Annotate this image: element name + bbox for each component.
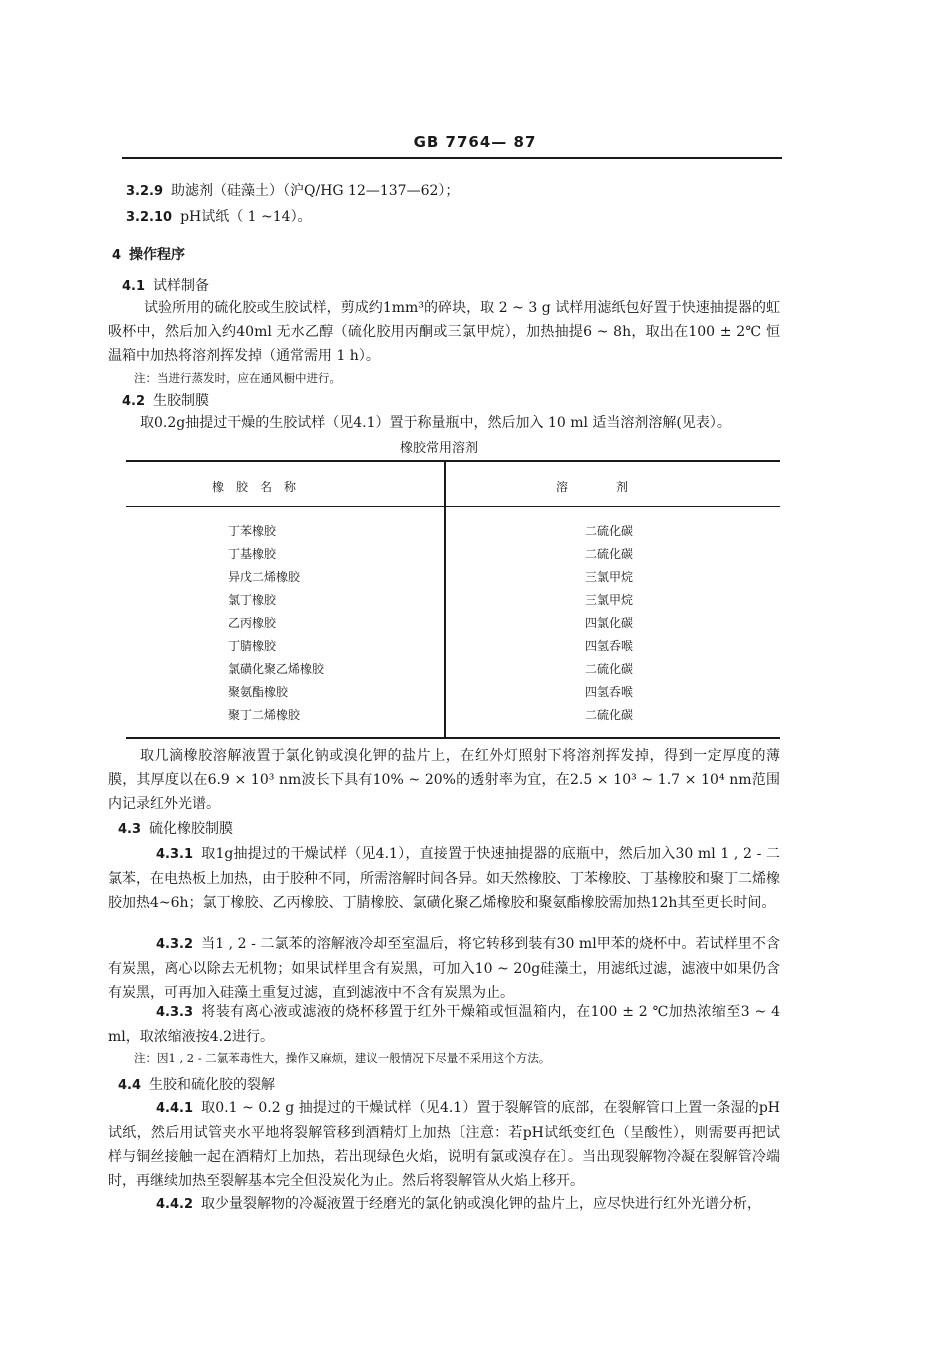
paragraph-text: 取0.1 ~ 0.2 g 抽提过的干燥试样（见4.1）置于裂解管的底部，在裂解管口上置一条湿的pH试纸，然后用试管夹水平地将裂解管移到酒精灯上加热〔注意：若pH试纸变红色（呈酸性），则需要再把试样与铜丝接触一起在酒精灯上加热，若出现绿色火焰，说明有氯或溴存在〕。当出现裂解物冷凝在裂解管冷端时，再继续加热至裂解基本完全但没炭化为止。然后将裂解管从火焰上移开。 (108, 1100, 780, 1189)
table-cell-solvent: 三氯甲烷 (585, 593, 634, 607)
table-cell-rubber-name: 异戊二烯橡胶 (228, 570, 301, 584)
section-number: 4.3.3 (156, 1005, 194, 1020)
section-title: 生胶和硫化胶的裂解 (149, 1077, 276, 1093)
section-4-3-note: 注：因1 , 2 - 二氯苯毒性大，操作又麻烦，建议一般情况下尽量不采用这个方法。 (134, 1051, 551, 1065)
section-4-3-heading (118, 818, 233, 838)
header-rule (122, 157, 782, 159)
table-header-name: 橡 胶 名 称 (212, 480, 297, 494)
paragraph-text: 将装有离心液或滤液的烧杯移置于红外干燥箱或恒温箱内，在100 ± 2 ℃加热浓缩至3 ~ 4 ml，取浓缩液按4.2进行。 (108, 1004, 780, 1045)
table-cell-rubber-name: 丁苯橡胶 (228, 524, 277, 538)
section-4-1-note: 注：当进行蒸发时，应在通风橱中进行。 (134, 371, 341, 385)
paragraph-text: 取少量裂解物的冷凝液置于经磨光的氯化钠或溴化钾的盐片上，应尽快进行红外光谱分析， (201, 1196, 762, 1212)
table-cell-solvent: 三氯甲烷 (585, 570, 634, 584)
section-4-4-2-paragraph (108, 1192, 780, 1217)
section-4-1-paragraph: 试验所用的硫化胶或生胶试样，剪成约1mm³的碎块，取 2 ~ 3 g 试样用滤纸包好置于快速抽提器的虹吸杯中，然后加入约40ml 无水乙醇（硫化胶用丙酮或三氯甲烷），加热抽提6 ~ 8h，取出在100 ± 2℃ 恒温箱中加热将溶剂挥发掉（通常需用 1 h）。 (108, 300, 780, 364)
section-number: 4.1 (122, 279, 146, 294)
section-number: 4.3 (118, 822, 142, 837)
section-4-2-heading (122, 390, 209, 410)
section-4-1-heading (122, 275, 209, 295)
table-cell-rubber-name: 氯丁橡胶 (228, 593, 277, 607)
table-cell-solvent: 四氯化碳 (585, 616, 634, 630)
section-4-heading (112, 244, 185, 264)
section-4-3-2-paragraph (108, 932, 780, 1005)
section-number: 4.4.1 (156, 1101, 194, 1116)
table-cell-rubber-name: 聚氨酯橡胶 (228, 685, 289, 699)
table-caption: 橡胶常用溶剂 (400, 441, 479, 456)
paragraph-text: 当1 , 2 - 二氯苯的溶解液冷却至室温后，将它转移到装有30 ml甲苯的烧杯中。若试样里不含有炭黑，离心以除去无机物；如果试样里含有炭黑，可加入10 ~ 20g硅藻土，用滤纸过滤，滤液中如果仍含有炭黑，可再加入硅藻土重复过滤，直到滤液中不含有炭黑为止。 (108, 936, 780, 1001)
table-cell-rubber-name: 聚丁二烯橡胶 (228, 708, 301, 722)
section-number: 4.3.1 (156, 847, 194, 862)
table-cell-rubber-name: 丁基橡胶 (228, 547, 277, 561)
section-title: 硫化橡胶制膜 (149, 821, 234, 837)
section-number: 4.4 (118, 1078, 142, 1093)
table-after-paragraph: 取几滴橡胶溶解液置于氯化钠或溴化钾的盐片上，在红外灯照射下将溶剂挥发掉，得到一定厚度的薄膜，其厚度以在6.9 × 10³ nm波长下具有10% ~ 20%的透射率为宜，在2.5 × 10³ ~ 1.7 × 10⁴ nm范围内记录红外光谱。 (108, 748, 780, 812)
section-4-3-1-paragraph (108, 842, 780, 915)
table-bottom-rule (126, 737, 780, 739)
section-number: 4.2 (122, 394, 146, 409)
section-number: 4 (112, 248, 122, 263)
table-cell-rubber-name: 乙丙橡胶 (228, 616, 277, 630)
section-4-4-heading (118, 1074, 275, 1094)
section-text: 助滤剂（硅藻土）（沪Q/HG 12—137—62）； (171, 183, 460, 199)
section-number: 3.2.10 (126, 210, 173, 225)
section-4-3-3-paragraph (108, 1000, 780, 1049)
section-number: 4.3.2 (156, 937, 194, 952)
table-cell-solvent: 四氢呑喉 (585, 639, 634, 653)
section-3-2-10 (126, 206, 312, 226)
table-cell-solvent: 二硫化碳 (585, 547, 634, 561)
table-top-rule (126, 460, 780, 462)
section-title: 试样制备 (153, 278, 210, 294)
table-column-divider (444, 460, 446, 738)
table-header-rule (126, 506, 780, 507)
table-cell-solvent: 二硫化碳 (585, 662, 634, 676)
table-cell-solvent: 二硫化碳 (585, 708, 634, 722)
table-cell-rubber-name: 丁腈橡胶 (228, 639, 277, 653)
page-header-title: GB 7764— 87 (413, 133, 537, 151)
section-number: 4.4.2 (156, 1197, 194, 1212)
section-4-2-paragraph: 取0.2g抽提过干燥的生胶试样（见4.1）置于称量瓶中，然后加入 10 ml 适当溶剂溶解(见表）。 (140, 415, 731, 431)
section-title: 生胶制膜 (153, 393, 210, 409)
table-cell-solvent: 四氢呑喉 (585, 685, 634, 699)
table-header-solvent: 溶 剂 (556, 480, 629, 494)
section-number: 3.2.9 (126, 184, 164, 199)
paragraph-text: 取1g抽提过的干燥试样（见4.1），直接置于快速抽提器的底瓶中，然后加入30 ml 1 , 2 - 二氯苯，在电热板上加热，由于胶种不同，所需溶解时间各异。如天然橡胶、丁苯橡胶、丁基橡胶和聚丁二烯橡胶加热4~6h；氯丁橡胶、乙丙橡胶、丁腈橡胶、氯磺化聚乙烯橡胶和聚氨酯橡胶需加热12h其至更长时间。 (108, 846, 780, 911)
table-cell-rubber-name: 氯磺化聚乙烯橡胶 (228, 662, 325, 676)
section-4-4-1-paragraph (108, 1096, 780, 1193)
section-title: 操作程序 (129, 247, 186, 263)
section-text: pH试纸（ 1 ~14）。 (180, 209, 312, 225)
table-cell-solvent: 二硫化碳 (585, 524, 634, 538)
section-3-2-9 (126, 180, 459, 200)
